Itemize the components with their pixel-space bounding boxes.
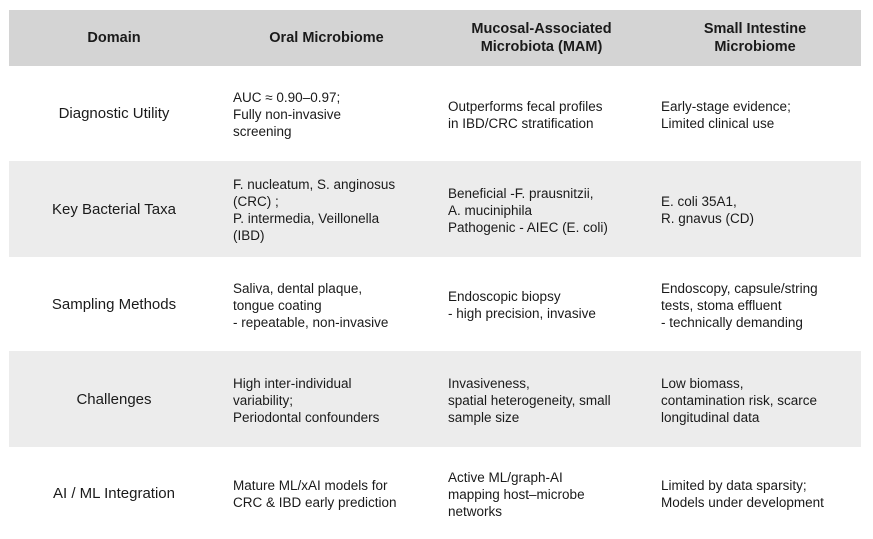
row-domain-label: Diagnostic Utility [58,105,170,122]
cell-small-intestine: Endoscopy, capsule/string tests, stoma effluent - technically demanding [661,280,818,330]
table-row [9,447,861,539]
cell-small-intestine: Early-stage evidence; Limited clinical use [661,98,791,131]
header-oral-microbiome: Oral Microbiome [269,30,384,46]
row-domain-label: Key Bacterial Taxa [52,200,176,218]
cell-mam: Outperforms fecal profiles in IBD/CRC stratification [448,98,603,131]
cell-mam: Endoscopic biopsy - high precision, invasive [448,289,596,321]
cell-oral: F. nucleatum, S. anginosus (CRC) ; P. intermedia, Veillonella (IBD) [233,177,396,243]
row-domain-label: Sampling Methods [51,295,177,313]
cell-oral: Saliva, dental plaque, tongue coating - repeatable, non-invasive [233,280,389,330]
cell-mam: Beneficial -F. prausnitzii, A. muciniphila Pathogenic - AIEC (E. coli) [448,185,608,235]
cell-mam: Invasiveness, spatial heterogeneity, small sample size [448,375,611,425]
cell-oral: High inter-individual variability; Periodontal confounders [233,375,380,425]
header-small-intestine: Small Intestine Microbiome [703,21,807,55]
cell-mam: Active ML/graph-AI mapping host–microbe networks [448,469,585,519]
cell-oral: Mature ML/xAI models for CRC & IBD early prediction [233,478,397,510]
cell-small-intestine: Low biomass, contamination risk, scarce longitudinal data [661,375,818,425]
row-domain-label: Challenges [76,390,152,408]
table-row [9,66,861,161]
table-row [9,351,861,447]
comparison-table [9,10,861,539]
header-domain: Domain [87,30,141,46]
table-header-row [9,10,861,66]
cell-small-intestine: Limited by data sparsity; Models under development [661,478,824,510]
row-domain-label: AI / ML Integration [52,484,175,502]
cell-oral: AUC ≈ 0.90–0.97; Fully non-invasive screening [233,90,342,139]
table-row [9,257,861,351]
table-row [9,161,861,257]
header-mam: Mucosal-Associated Microbiota (MAM) [471,21,612,55]
cell-small-intestine: E. coli 35A1, R. gnavus (CD) [661,194,755,226]
